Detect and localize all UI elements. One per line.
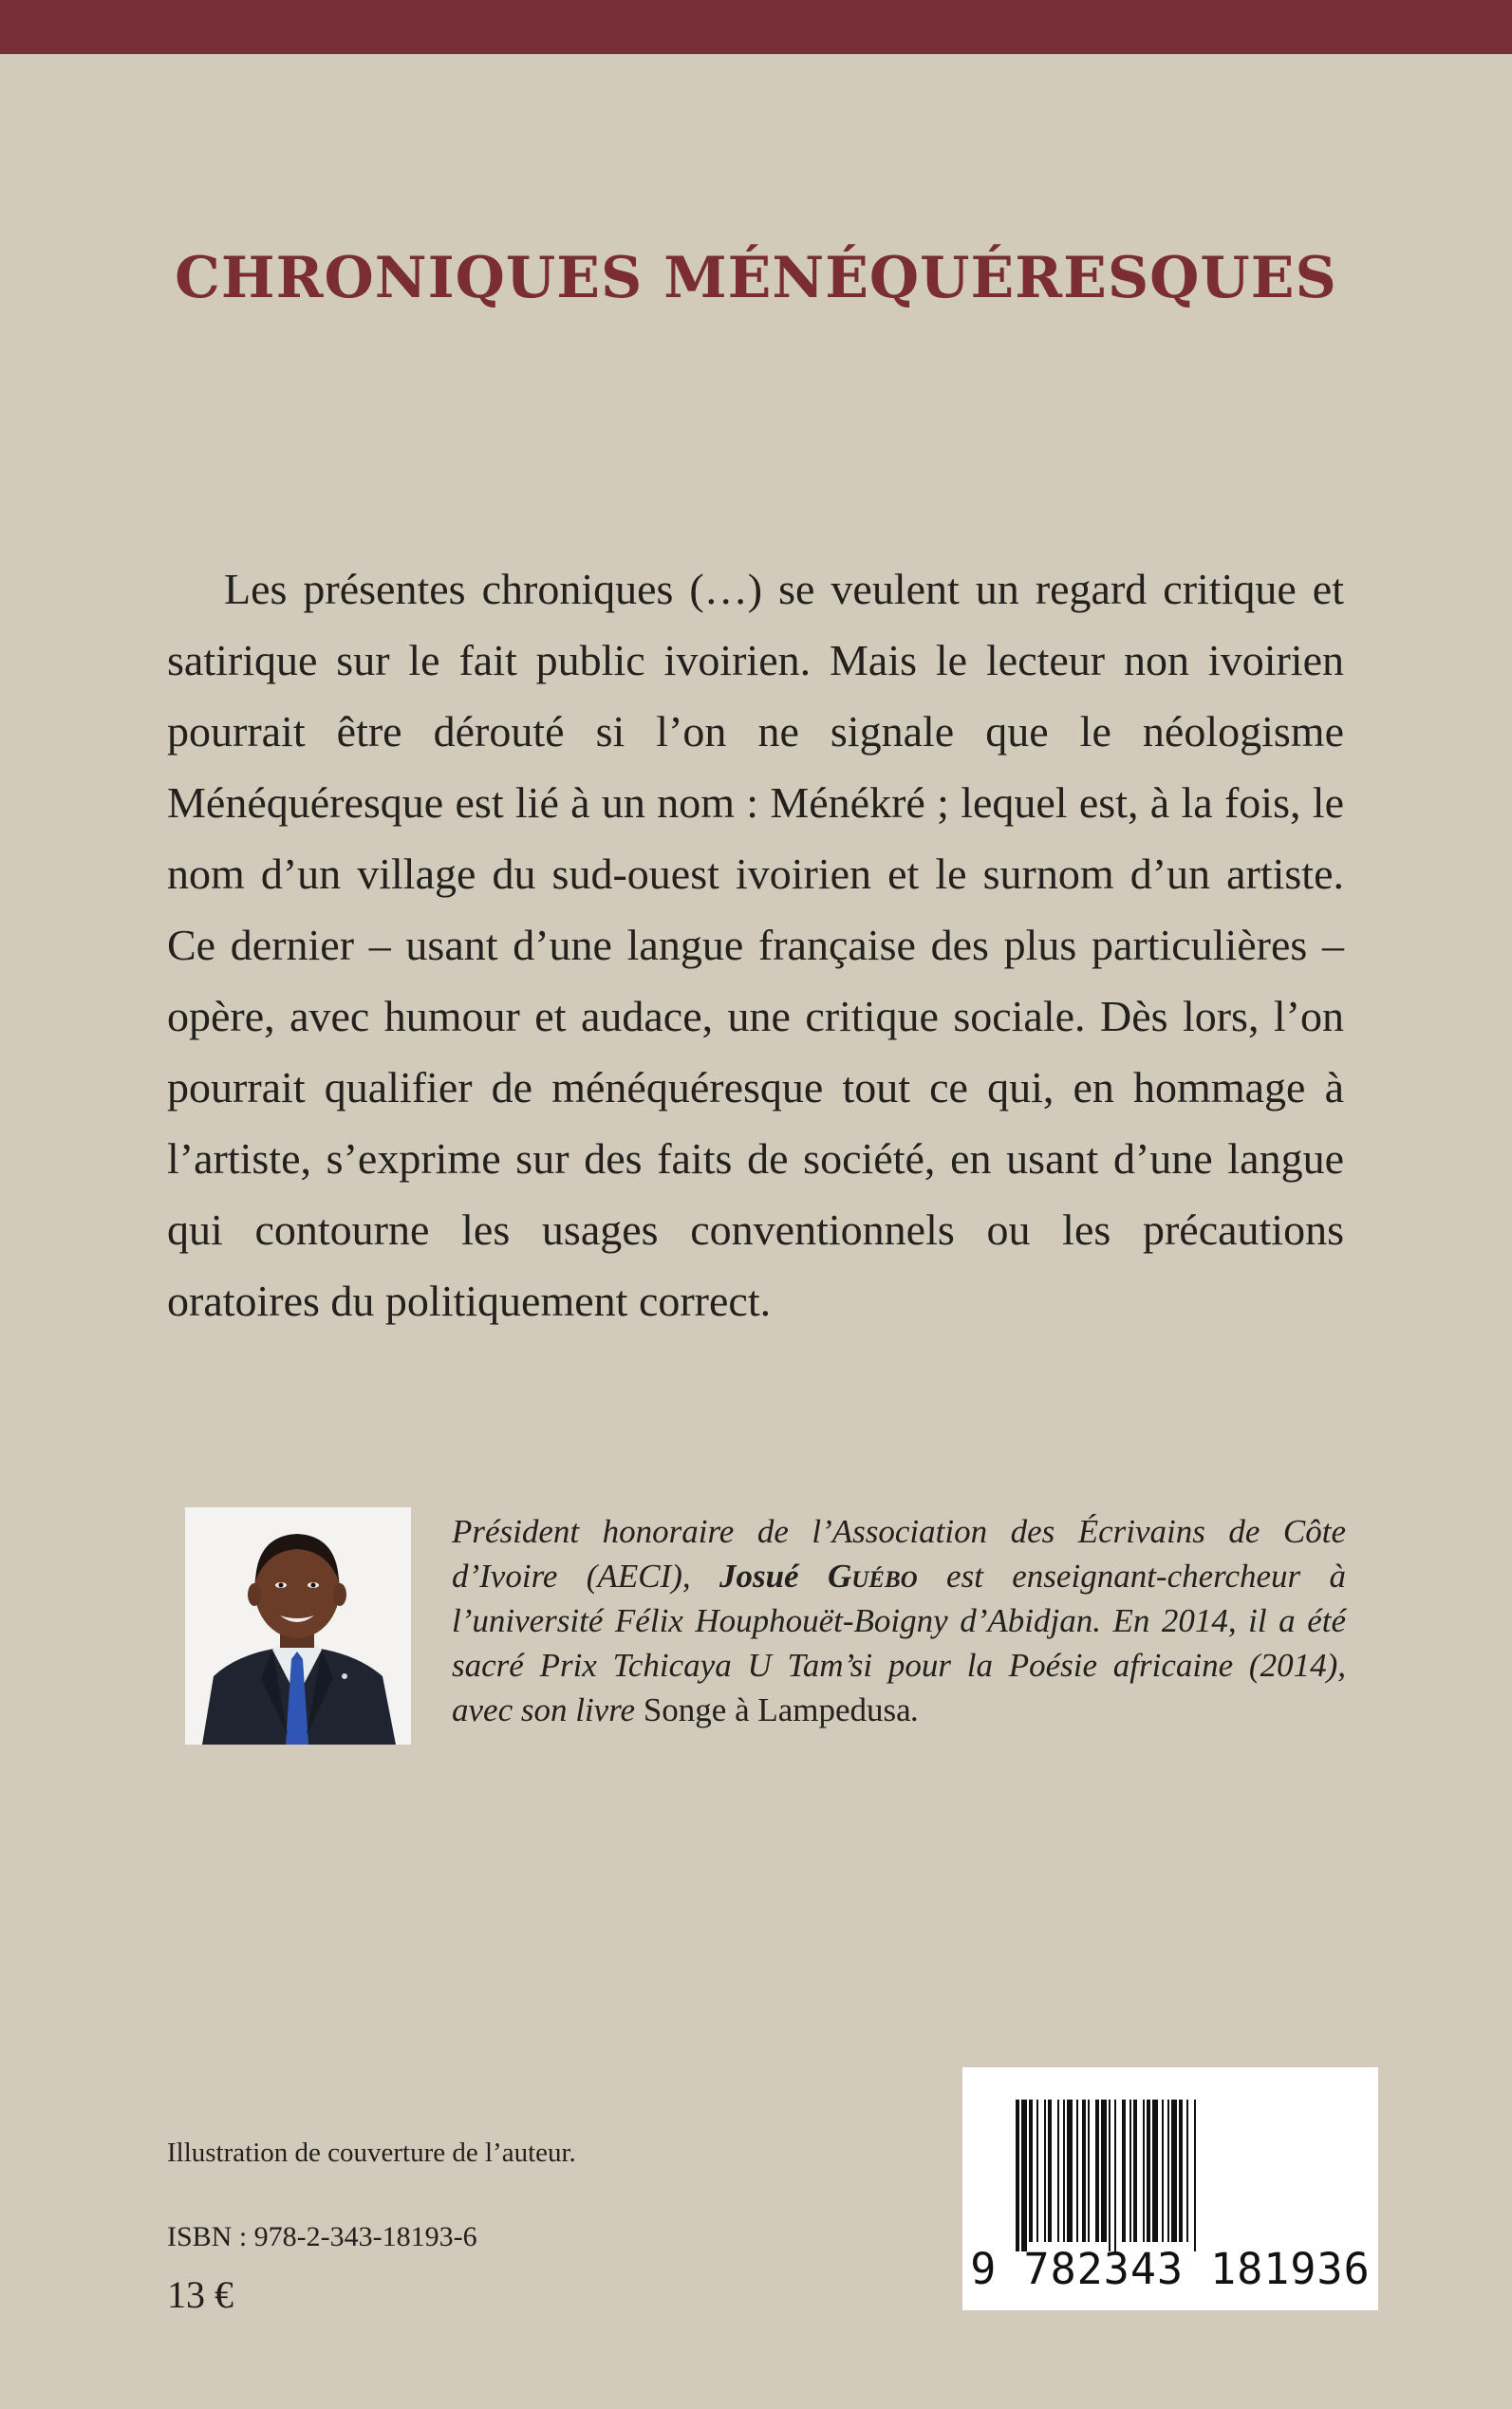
barcode-bar — [1016, 2100, 1019, 2251]
barcode-bar — [1076, 2100, 1078, 2242]
barcode-bar — [1194, 2100, 1196, 2251]
barcode — [962, 2067, 1378, 2310]
author-name — [719, 1558, 918, 1595]
barcode-bar — [1101, 2100, 1107, 2242]
barcode-bar — [1122, 2100, 1126, 2242]
barcode-bar — [1021, 2100, 1027, 2251]
barcode-bar — [1082, 2100, 1086, 2242]
barcode-bar — [1109, 2100, 1111, 2251]
book-title: CHRONIQUES MÉNÉQUÉRESQUES — [175, 245, 1337, 311]
barcode-bar — [1179, 2100, 1183, 2242]
price: 13 € — [167, 2273, 233, 2316]
barcode-bar — [1044, 2100, 1046, 2242]
barcode-bar — [1036, 2100, 1038, 2242]
barcode-bar — [1067, 2100, 1073, 2242]
barcode-bars — [1016, 2100, 1329, 2251]
author-biography — [452, 1509, 1346, 1732]
barcode-bar — [1057, 2100, 1059, 2242]
barcode-bar — [1171, 2100, 1177, 2242]
barcode-bar — [1147, 2100, 1150, 2242]
illustration-credit: Illustration de couverture de l’auteur. — [167, 2138, 576, 2168]
barcode-bar — [1152, 2100, 1158, 2242]
barcode-bar — [1162, 2100, 1164, 2242]
barcode-bar — [1133, 2100, 1137, 2242]
barcode-bar — [1029, 2100, 1033, 2242]
barcode-bar — [1114, 2100, 1116, 2251]
barcode-digits: 9 782343 181936 — [970, 2244, 1371, 2294]
referenced-book-title: Songe à Lampedusa — [643, 1691, 911, 1728]
barcode-bar — [1095, 2100, 1099, 2242]
barcode-bar — [1088, 2100, 1090, 2242]
barcode-bar — [1129, 2100, 1131, 2242]
isbn-number: ISBN : 978-2-343-18193-6 — [167, 2221, 477, 2252]
top-color-band — [0, 0, 1512, 54]
back-cover-blurb — [167, 553, 1344, 1336]
barcode-bar — [1143, 2100, 1145, 2242]
author-photo — [185, 1507, 411, 1745]
author-last-name: Guébo — [827, 1558, 918, 1595]
barcode-bar — [1186, 2100, 1188, 2242]
author-first-name: Josué — [719, 1558, 799, 1595]
bio-details: est enseignant-chercheur à l’université Félix Houphouët-Boigny d’Abidjan. En 2014, il a été sacré Prix Tchicaya U Tam’si pour la Poésie africaine (2014), avec son livre — [452, 1558, 1347, 1728]
bio-intro: Président honoraire de l’Association des Écrivains de Côte d’Ivoire (AECI), — [452, 1513, 1346, 1595]
barcode-bar — [1048, 2100, 1052, 2242]
blurb-text: Les présentes chroniques (…) se veulent un regard critique et satirique sur le fait public ivoirien. Mais le lecteur non ivoirien pourrait être dérouté si l’on ne signale que le néologisme Ménéquéresque est lié à un nom : Ménékré ; lequel est, à la fois, le nom d’un village du sud-ouest ivoirien et le surnom d’un artiste. Ce dernier – usant d’une langue française des plus particulières – opère, avec humour et audace, une critique sociale. Dès lors, l’on pourrait qualifier de ménéquéresque tout ce qui, en hommage à l’artiste, s’exprime sur des faits de société, en usant d’une langue qui contourne les usages conventionnels ou les précautions oratoires du politiquement correct. — [167, 565, 1344, 1325]
bio-end: . — [910, 1691, 920, 1728]
barcode-bar — [1167, 2100, 1169, 2242]
barcode-bar — [1063, 2100, 1065, 2242]
